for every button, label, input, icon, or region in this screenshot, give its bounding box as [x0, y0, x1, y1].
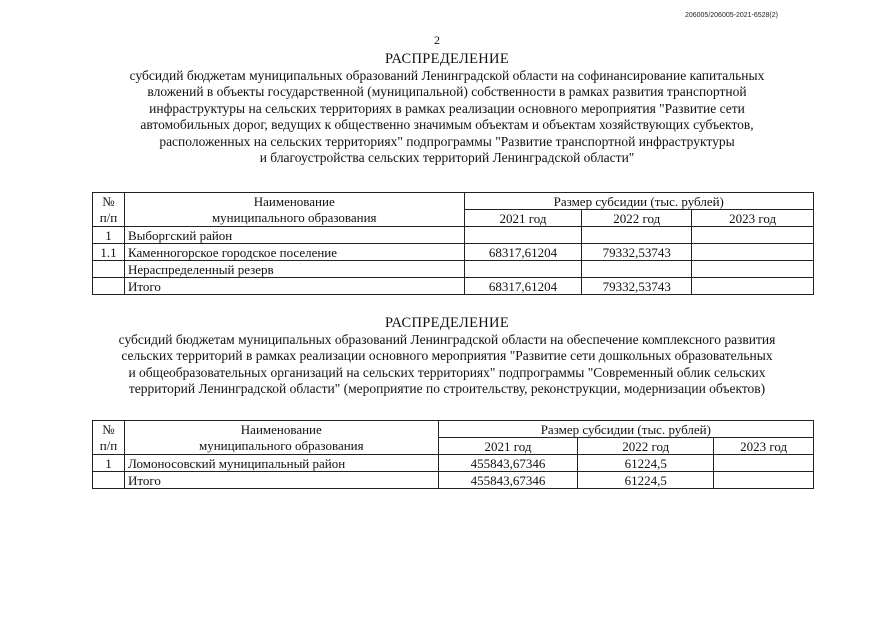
- section1-line: вложений в объекты государственной (муниципальной) собственности в рамках развития транспортной: [147, 84, 747, 99]
- table-row: [93, 244, 814, 261]
- table-header-row: [93, 438, 814, 455]
- row-num: [93, 261, 125, 278]
- section1-heading: [60, 51, 834, 167]
- col-num-header: №: [93, 421, 125, 438]
- section2-line: территорий Ленинградской области" (мероприятие по строительству, реконструкции, модернизации объектов): [128, 381, 766, 396]
- section1-table: [92, 192, 814, 295]
- section1-line: инфраструктуры на сельских территориях в рамках реализации основного мероприятия "Развитие сети: [149, 100, 745, 116]
- section1-title: РАСПРЕДЕЛЕНИЕ: [385, 51, 509, 67]
- row-2022: 61224,5: [578, 455, 714, 472]
- document-id: 206005/206005-2021-6528(2): [684, 12, 778, 19]
- table-row: [93, 261, 814, 278]
- year-2022-header: 2022 год: [582, 210, 692, 227]
- row-num: [93, 472, 125, 489]
- col-num-header-sub: п/п: [93, 438, 125, 455]
- row-num: [93, 278, 125, 295]
- row-name: Каменногорское городское поселение: [124, 244, 464, 261]
- row-num: 1.1: [93, 244, 125, 261]
- section2-line: субсидий бюджетам муниципальных образований Ленинградской области на обеспечение комплексного развития: [118, 331, 776, 347]
- row-2023: [692, 261, 814, 278]
- row-num: 1: [93, 227, 125, 244]
- row-name: Нераспределенный резерв: [124, 261, 464, 278]
- col-name-header-sub: муниципального образования: [124, 438, 438, 455]
- table-row: [93, 227, 814, 244]
- section2-line: и общеобразовательных организаций на сельских территориях" подпрограммы "Современный облик сельских: [128, 364, 766, 380]
- row-2021: [464, 227, 582, 244]
- row-name: Итого: [124, 278, 464, 295]
- section1-line: и благоустройства сельских территорий Ленинградской области": [259, 150, 635, 165]
- row-2021: 455843,67346: [438, 472, 578, 489]
- col-num-header: №: [93, 193, 125, 210]
- row-2021: 455843,67346: [438, 455, 578, 472]
- year-2021-header: 2021 год: [464, 210, 582, 227]
- row-2022: 61224,5: [578, 472, 714, 489]
- section1-line: субсидий бюджетам муниципальных образований Ленинградской области на софинансирование капитальных: [129, 67, 765, 83]
- year-2021-header: 2021 год: [438, 438, 578, 455]
- year-2022-header: 2022 год: [578, 438, 714, 455]
- row-2023: [692, 244, 814, 261]
- row-2021: 68317,61204: [464, 278, 582, 295]
- row-2023: [714, 455, 814, 472]
- row-2021: 68317,61204: [464, 244, 582, 261]
- row-name: Ломоносовский муниципальный район: [124, 455, 438, 472]
- row-2022: [582, 261, 692, 278]
- section2-table: [92, 420, 814, 489]
- section2-heading: [60, 315, 834, 398]
- table-row-total: [93, 278, 814, 295]
- row-2023: [714, 472, 814, 489]
- table-header-row: [93, 421, 814, 438]
- page-number: 2: [434, 33, 440, 47]
- table-header-row: [93, 210, 814, 227]
- row-2023: [692, 227, 814, 244]
- col-num-header-sub: п/п: [93, 210, 125, 227]
- section1-line: расположенных на сельских территориях" подпрограммы "Развитие транспортной инфраструктуры: [159, 133, 735, 149]
- col-subsidy-header: Размер субсидии (тыс. рублей): [438, 421, 813, 438]
- row-name: Итого: [124, 472, 438, 489]
- col-name-header-sub: муниципального образования: [124, 210, 464, 227]
- table-row-total: [93, 472, 814, 489]
- section2-line: сельских территорий в рамках реализации основного мероприятия "Развитие сети дошкольных образовательных: [121, 348, 773, 363]
- table-row: [93, 455, 814, 472]
- row-2022: [582, 227, 692, 244]
- year-2023-header: 2023 год: [714, 438, 814, 455]
- row-2022: 79332,53743: [582, 278, 692, 295]
- section1-line: автомобильных дорог, ведущих к общественно значимым объектам и объектам хозяйствующих субъектов,: [140, 117, 754, 132]
- table-header-row: [93, 193, 814, 210]
- row-name: Выборгский район: [124, 227, 464, 244]
- row-2022: 79332,53743: [582, 244, 692, 261]
- col-name-header: Наименование: [124, 193, 464, 210]
- row-num: 1: [93, 455, 125, 472]
- section2-title: РАСПРЕДЕЛЕНИЕ: [385, 315, 509, 331]
- col-name-header: Наименование: [124, 421, 438, 438]
- col-subsidy-header: Размер субсидии (тыс. рублей): [464, 193, 813, 210]
- year-2023-header: 2023 год: [692, 210, 814, 227]
- row-2023: [692, 278, 814, 295]
- row-2021: [464, 261, 582, 278]
